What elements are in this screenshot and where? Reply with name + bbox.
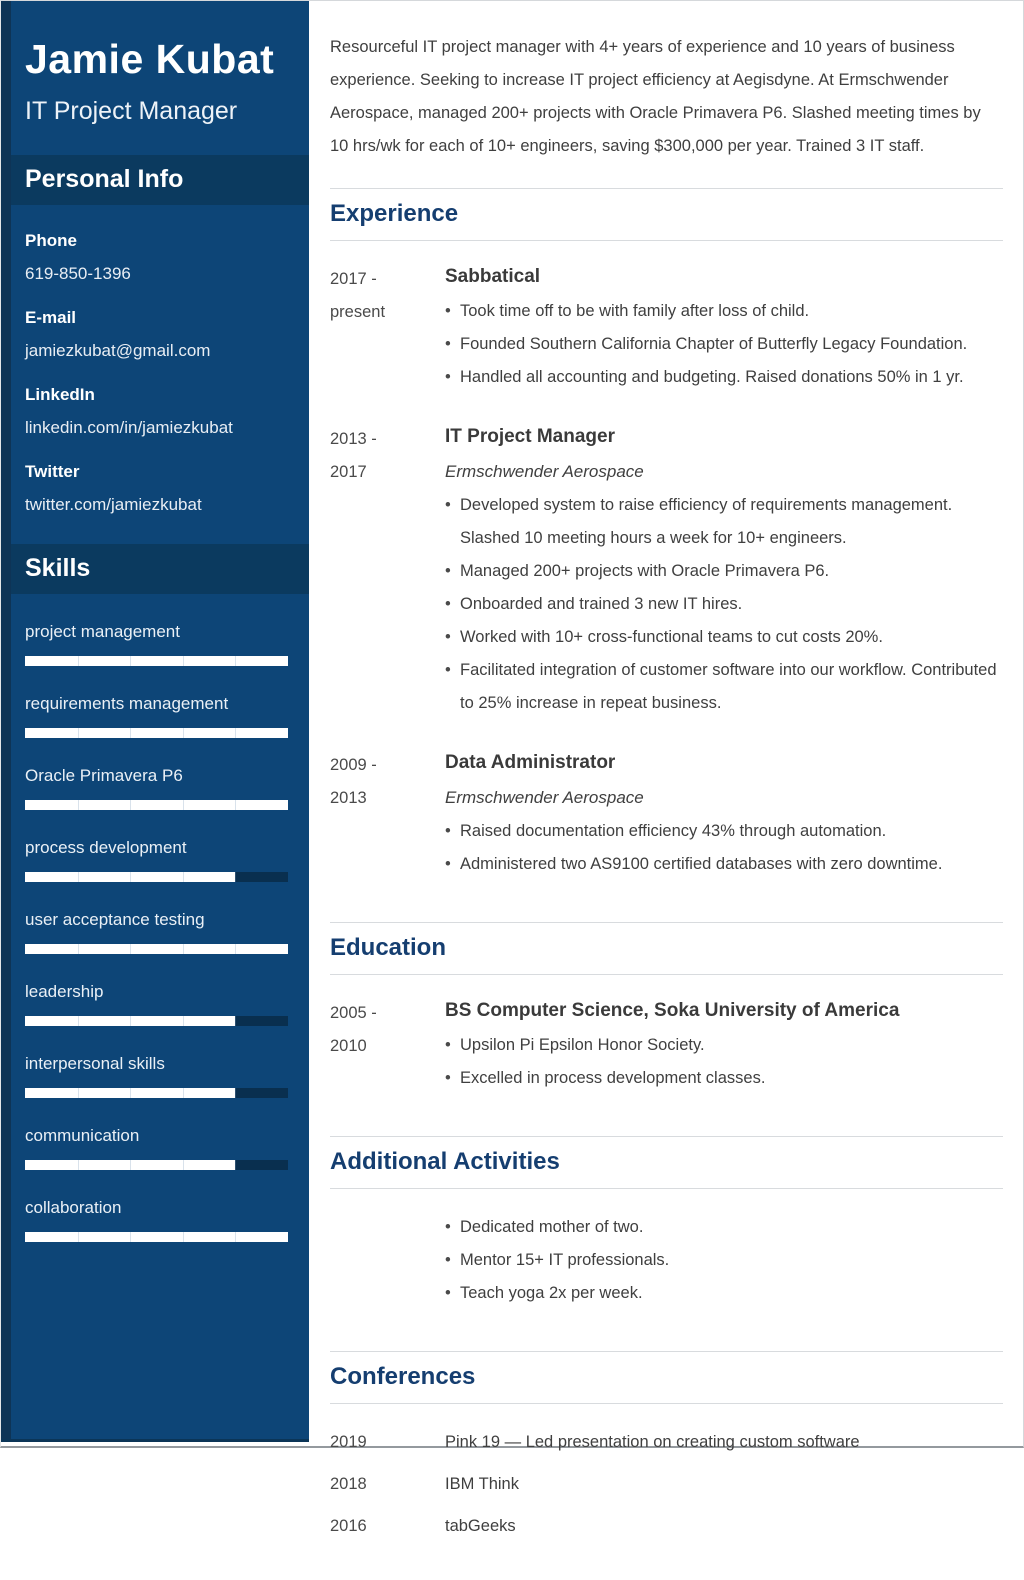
- entry-body: [445, 1211, 1003, 1310]
- section-heading: Education: [330, 934, 447, 961]
- skill-bar-tick: [235, 1160, 236, 1170]
- entry-bullet: • Worked with 10+ cross-functional teams to cut costs 20%.: [445, 621, 1003, 654]
- entry-date-from: 2017 -: [330, 270, 377, 288]
- contact-label: LinkedIn: [25, 385, 95, 404]
- entry-bullet: • Mentor 15+ IT professionals.: [445, 1244, 1003, 1277]
- entry-dates: [330, 749, 445, 881]
- skill-bar-tick: [183, 1088, 184, 1098]
- entry-dates: [330, 1468, 445, 1501]
- skill-bar-tick: [183, 800, 184, 810]
- skill-label: leadership: [25, 982, 104, 1001]
- entry-text: Pink 19 — Led presentation on creating custom software: [445, 1433, 860, 1451]
- skill-bar-fill: [25, 656, 288, 666]
- section-heading: Conferences: [330, 1363, 476, 1390]
- entry-text: tabGeeks: [445, 1517, 516, 1535]
- skill-bar: [25, 944, 288, 954]
- section-heading-wrap: [330, 1351, 1003, 1404]
- skill-bar: [25, 1160, 288, 1170]
- skill-item: [25, 1125, 288, 1170]
- skill-bar-tick: [130, 944, 131, 954]
- entry-body: [445, 749, 1003, 881]
- skill-bar-tick: [130, 1232, 131, 1242]
- entry-title: Sabbatical: [445, 266, 541, 287]
- contact-value: 619-850-1396: [25, 264, 131, 283]
- entry-bullet: • Administered two AS9100 certified databases with zero downtime.: [445, 848, 1003, 881]
- entry: [330, 263, 1003, 394]
- sidebar-accent-strip: [1, 1, 11, 1439]
- skill-label: requirements management: [25, 694, 229, 713]
- entry-company: Ermschwender Aerospace: [445, 788, 644, 807]
- skill-bar-fill: [25, 800, 288, 810]
- entry-bullet: • Developed system to raise efficiency of requirements management. Slashed 10 meeting hours a week for 10+ engineers.: [445, 489, 1003, 555]
- skill-item: [25, 1053, 288, 1098]
- main-content: [309, 1, 1023, 1580]
- resume-sections: [330, 188, 1003, 1580]
- skill-bar: [25, 656, 288, 666]
- entry-date-from: 2019: [330, 1433, 367, 1451]
- skills-band: [1, 544, 309, 594]
- section-heading: Additional Activities: [330, 1148, 560, 1175]
- skill-bar-tick: [78, 1160, 79, 1170]
- skill-item: [25, 621, 288, 666]
- section-heading-wrap: [330, 1136, 1003, 1189]
- entry-body: [445, 1510, 1003, 1543]
- entry-date-to: 2010: [330, 1037, 367, 1055]
- skill-item: [25, 1197, 288, 1242]
- skill-bar-tick: [130, 800, 131, 810]
- entry-dates: [330, 997, 445, 1095]
- skill-bar-tick: [130, 1160, 131, 1170]
- entry-date-to: present: [330, 303, 386, 321]
- skill-bar-fill: [25, 1232, 288, 1242]
- entry-date-from: 2013 -: [330, 430, 377, 448]
- resume-section: [330, 1136, 1003, 1351]
- skill-label: project management: [25, 622, 180, 641]
- section-entries: [330, 1404, 1003, 1580]
- skill-bar: [25, 800, 288, 810]
- entry-date-to: 2013: [330, 789, 367, 807]
- skill-bar-tick: [183, 1016, 184, 1026]
- entry-date-from: 2009 -: [330, 756, 377, 774]
- person-name: Jamie Kubat: [25, 36, 275, 82]
- skill-bar-tick: [235, 1232, 236, 1242]
- entry-body: [445, 1426, 1003, 1459]
- section-heading-wrap: [330, 188, 1003, 241]
- skill-label: collaboration: [25, 1198, 122, 1217]
- entry-bullet: • Founded Southern California Chapter of Butterfly Legacy Foundation.: [445, 328, 1003, 361]
- entry: [330, 1468, 1003, 1501]
- entry-text: IBM Think: [445, 1475, 519, 1493]
- skill-bar-tick: [235, 1016, 236, 1026]
- entry: [330, 1510, 1003, 1543]
- skill-bar: [25, 728, 288, 738]
- skill-bar-tick: [235, 656, 236, 666]
- entry-bullet: • Managed 200+ projects with Oracle Primavera P6.: [445, 555, 1003, 588]
- entry-dates: [330, 1211, 445, 1310]
- skill-bar-tick: [235, 1088, 236, 1098]
- entry-bullet: • Excelled in process development classes.: [445, 1062, 1003, 1095]
- entry-date-from: 2005 -: [330, 1004, 377, 1022]
- skill-bar: [25, 872, 288, 882]
- section-entries: [330, 241, 1003, 922]
- entry: [330, 997, 1003, 1095]
- skill-bar-tick: [183, 656, 184, 666]
- skill-bar-tick: [235, 728, 236, 738]
- entry: [330, 1426, 1003, 1459]
- skill-label: process development: [25, 838, 187, 857]
- skill-bar-tick: [130, 1016, 131, 1026]
- skill-bar-tick: [183, 872, 184, 882]
- entry-bullet: • Took time off to be with family after loss of child.: [445, 295, 1003, 328]
- skill-bar-tick: [130, 1088, 131, 1098]
- entry-date-to: 2017: [330, 463, 367, 481]
- entry-title: Data Administrator: [445, 752, 616, 773]
- skill-bar: [25, 1016, 288, 1026]
- skill-bar-tick: [130, 872, 131, 882]
- entry-title: IT Project Manager: [445, 426, 615, 447]
- summary-text: Resourceful IT project manager with 4+ years of experience and 10 years of business experience. Seeking to increase IT project efficiency at Aegisdyne. At Ermschwender Aerospace, managed 200+ projects with Oracle Primavera P6. Slashed meeting times by 10 hrs/wk for each of 10+ engineers, saving $300,000 per year. Trained 3 IT staff.: [330, 38, 981, 155]
- skill-bar-tick: [78, 1016, 79, 1026]
- entry-bullet: • Facilitated integration of customer software into our workflow. Contributed to 25% increase in repeat business.: [445, 654, 1003, 720]
- skills-heading: Skills: [25, 554, 91, 582]
- resume-section: [330, 188, 1003, 922]
- personal-info-heading: Personal Info: [25, 165, 184, 193]
- entry: [330, 749, 1003, 881]
- skill-label: interpersonal skills: [25, 1054, 165, 1073]
- entry-date-from: 2016: [330, 1517, 367, 1535]
- contact-list: [1, 205, 309, 515]
- skills-list: [1, 621, 309, 1242]
- skill-bar-fill: [25, 944, 288, 954]
- skill-bar-tick: [78, 728, 79, 738]
- person-job-title: IT Project Manager: [25, 97, 238, 125]
- entry-body: [445, 997, 1003, 1095]
- section-heading: Experience: [330, 200, 459, 227]
- skill-bar-tick: [78, 944, 79, 954]
- entry-body: [445, 1468, 1003, 1501]
- entry: [330, 1211, 1003, 1310]
- skill-item: [25, 909, 288, 954]
- entry-body: [445, 423, 1003, 720]
- skill-item: [25, 837, 288, 882]
- skill-bar-tick: [235, 944, 236, 954]
- contact-value: linkedin.com/in/jamiezkubat: [25, 418, 233, 437]
- entry-bullet: • Dedicated mother of two.: [445, 1211, 1003, 1244]
- entry-bullet: • Raised documentation efficiency 43% through automation.: [445, 815, 1003, 848]
- contact-value: twitter.com/jamiezkubat: [25, 495, 202, 514]
- entry-bullet: • Onboarded and trained 3 new IT hires.: [445, 588, 1003, 621]
- skill-bar-tick: [78, 1232, 79, 1242]
- entry: [330, 423, 1003, 720]
- contact-value: jamiezkubat@gmail.com: [25, 341, 211, 360]
- entry-dates: [330, 423, 445, 720]
- skill-bar-tick: [183, 728, 184, 738]
- skill-bar-tick: [78, 872, 79, 882]
- contact-label: Phone: [25, 231, 77, 250]
- personal-info-band: [1, 155, 309, 205]
- skill-bar-tick: [78, 656, 79, 666]
- skill-bar: [25, 1088, 288, 1098]
- skill-bar: [25, 1232, 288, 1242]
- skill-bar-tick: [183, 1232, 184, 1242]
- skill-bar-tick: [235, 872, 236, 882]
- section-entries: [330, 975, 1003, 1136]
- skill-item: [25, 765, 288, 810]
- entry-dates: [330, 1426, 445, 1459]
- skill-bar-tick: [183, 944, 184, 954]
- entry-body: [445, 263, 1003, 394]
- sidebar-header: [1, 1, 309, 126]
- sidebar: [1, 1, 309, 1442]
- resume-section: [330, 1351, 1003, 1580]
- skill-bar-tick: [78, 1088, 79, 1098]
- entry-bullet: • Teach yoga 2x per week.: [445, 1277, 1003, 1310]
- entry-dates: [330, 1510, 445, 1543]
- entry-bullet: • Handled all accounting and budgeting. Raised donations 50% in 1 yr.: [445, 361, 1003, 394]
- skill-label: communication: [25, 1126, 140, 1145]
- entry-date-from: 2018: [330, 1475, 367, 1493]
- skill-bar-fill: [25, 728, 288, 738]
- entry-bullet: • Upsilon Pi Epsilon Honor Society.: [445, 1029, 1003, 1062]
- skill-bar-tick: [183, 1160, 184, 1170]
- skill-label: Oracle Primavera P6: [25, 766, 183, 785]
- contact-label: E-mail: [25, 308, 77, 327]
- skill-label: user acceptance testing: [25, 910, 205, 929]
- skill-bar-tick: [130, 656, 131, 666]
- entry-title: BS Computer Science, Soka University of America: [445, 1000, 900, 1021]
- section-entries: [330, 1189, 1003, 1351]
- skill-bar-tick: [78, 800, 79, 810]
- entry-company: Ermschwender Aerospace: [445, 462, 644, 481]
- section-heading-wrap: [330, 922, 1003, 975]
- skill-item: [25, 693, 288, 738]
- resume-section: [330, 922, 1003, 1136]
- skill-bar-tick: [235, 800, 236, 810]
- entry-dates: [330, 263, 445, 394]
- skill-bar-tick: [130, 728, 131, 738]
- contact-label: Twitter: [25, 462, 80, 481]
- skill-item: [25, 981, 288, 1026]
